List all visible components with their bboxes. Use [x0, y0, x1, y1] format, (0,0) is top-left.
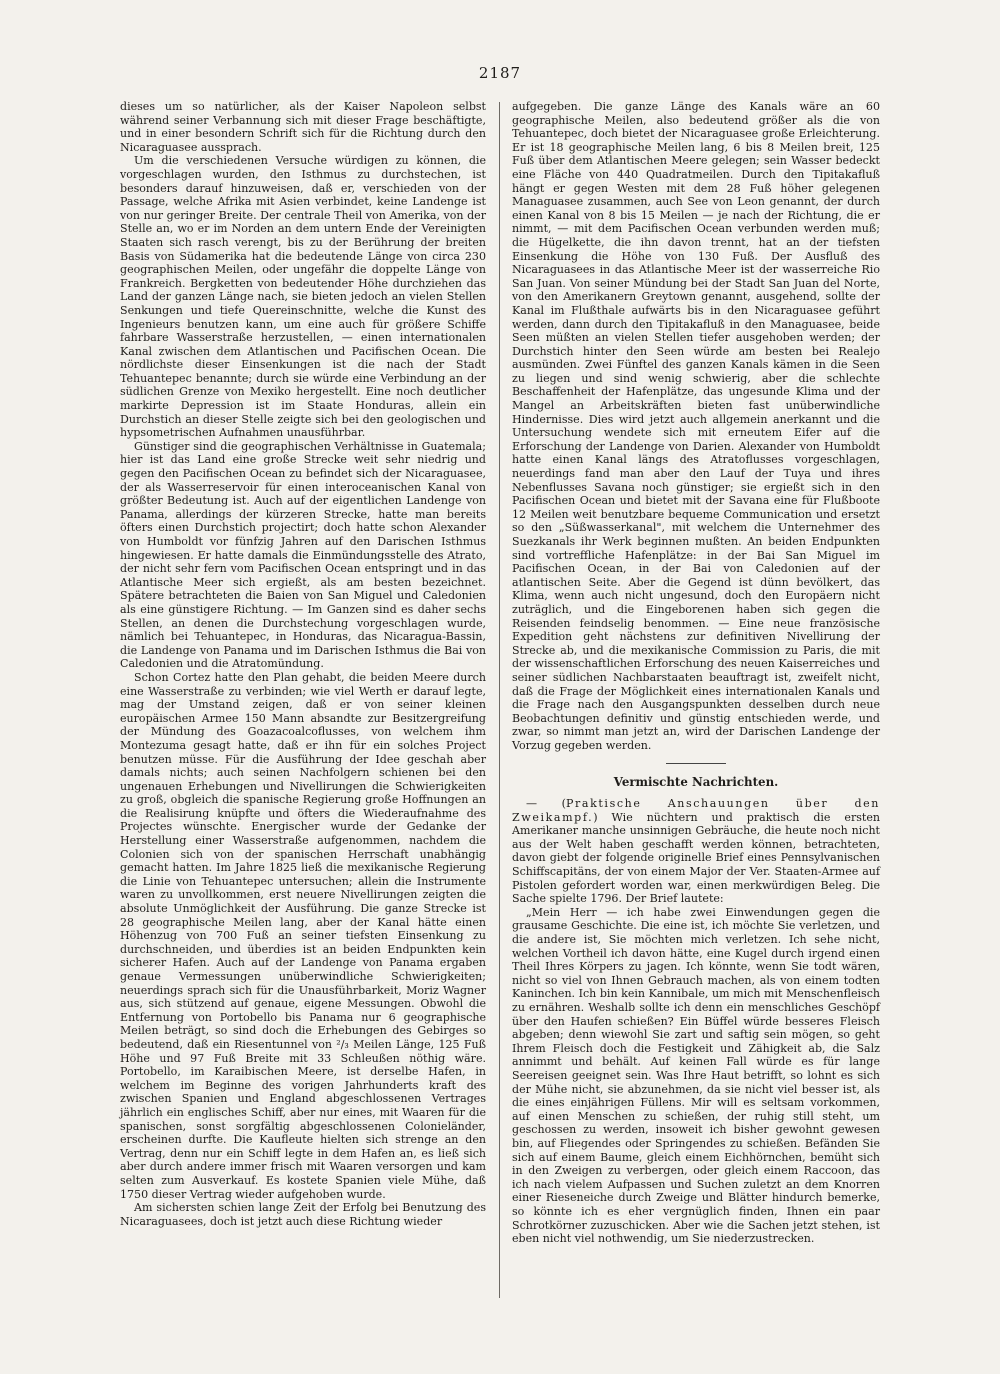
article-intro	[512, 797, 880, 906]
intro-dash: — (	[526, 797, 566, 811]
page-number: 2187	[478, 64, 522, 82]
right-column	[512, 100, 880, 1246]
column-divider	[499, 102, 500, 1298]
paragraph: aufgegeben. Die ganze Länge des Kanals wäre an 60 geographische Meilen, also bedeutend größer als die von Tehuantepec, doch bietet der Nicaraguasee große Erleichterung. Er ist 18 geographische Meilen lang, 6 bis 8 Meilen breit, 125 Fuß über dem Atlantischen Meere gelegen; sein Wasser bedeckt eine Fläche von 440 Quadratmeilen. Durch den Tipitakafluß hängt er gegen Westen mit dem 28 Fuß höher gelegenen Managuasee zusammen, auch See von Leon genannt, der durch einen Kanal von 8 bis 15 Meilen — je nach der Richtung, die er nimmt, — mit dem Pacifischen Ocean verbunden werden muß; die Hügelkette, die ihn davon trennt, hat an der tiefsten Einsenkung die Höhe von 130 Fuß. Der Ausfluß des Nicaraguasees in das Atlantische Meer ist der wasserreiche Rio San Juan. Von seiner Mündung bei der Stadt San Juan del Norte, von den Amerikanern Greytown genannt, ausgehend, sollte der Kanal im Flußthale aufwärts bis in den Nicaraguasee geführt werden, dann durch den Tipitakafluß in den Managuasee, beide Seen müßten an vielen Stellen tiefer ausgehoben werden; der Durchstich hinter den Seen würde am besten bei Realejo ausmünden. Zwei Fünftel des ganzen Kanals kämen in die Seen zu liegen und sind wenig schwierig, aber die schlechte Beschaffenheit der Hafenplätze, das ungesunde Klima und der Mangel an Arbeitskräften bieten fast unüberwindliche Hindernisse. Dies wird jetzt auch allgemein anerkannt und die Untersuchung wendete sich mit erneutem Eifer auf die Erforschung der Landenge von Darien. Alexander von Humboldt hatte einen Kanal längs des Atratoflusses vorgeschlagen, neuerdings fand man aber den Lauf der Tuya und ihres Nebenflusses Savana noch günstiger; sie ergießt sich in den Pacifischen Ocean und bietet mit der Savana eine für Flußboote 12 Meilen weit benutzbare bequeme Communication und ersetzt so den „Süßwasserkanal", mit welchem die Unternehmer des Suezkanals ihr Werk beginnen mußten. An beiden Endpunkten sind vortreffliche Hafenplätze: in der Bai San Miguel im Pacifischen Ocean, in der Bai von Caledonien auf der atlantischen Seite. Aber die Gegend ist dünn bevölkert, das Klima, wenn auch nicht ungesund, doch den Europäern nicht zuträglich, und die Eingeborenen haben sich gegen die Reisenden feindselig benommen. — Eine neue französische Expedition geht nächstens zur definitiven Nivellirung der Strecke ab, und die mexikanische Commission zu Paris, die mit der wissenschaftlichen Erforschung des neuen Kaiserreiches und seiner südlichen Nachbarstaaten beauftragt ist, zweifelt nicht, daß die Frage der Möglichkeit eines internationalen Kanals und die Frage nach den Ausgangspunkten desselben durch neue Beobachtungen definitiv und günstig entschieden werde, und zwar, so nimmt man jetzt an, wird der Darischen Landenge der Vorzug gegeben werden.	[512, 100, 880, 752]
paragraph: Günstiger sind die geographischen Verhältnisse in Guatemala; hier ist das Land eine große Strecke weit sehr niedrig und gegen den Pacifischen Ocean zu befindet sich der Nicaraguasee, der als Wasserreservoir für einen interoceanischen Kanal von größter Bedeutung ist. Auch auf der eigentlichen Landenge von Panama, allerdings der kürzeren Strecke, hatte man bereits öfters einen Durchstich projectirt; doch hatte schon Alexander von Humboldt vor fünfzig Jahren auf den Darischen Isthmus hingewiesen. Er hatte damals die Einmündungsstelle des Atrato, der nicht sehr fern vom Pacifischen Ocean entspringt und in das Atlantische Meer sich ergießt, als am besten bezeichnet. Spätere betrachteten die Baien von San Miguel und Caledonien als eine günstigere Richtung. — Im Ganzen sind es daher sechs Stellen, an denen die Durchstechung vorgeschlagen wurde, nämlich bei Tehuantepec, in Honduras, das Nicaragua-Bassin, die Landenge von Panama und im Darischen Isthmus die Bai von Caledonien und die Atratomündung.	[120, 439, 486, 671]
article-title: Praktische Anschauungen über den Zweikampf.	[512, 797, 881, 824]
paragraph: Schon Cortez hatte den Plan gehabt, die beiden Meere durch eine Wasserstraße zu verbinden; wie viel Werth er darauf legte, mag der Umstand zeigen, daß er von seiner kleinen europäischen Armee 150 Mann absandte zur Besitzergreifung der Mündung des Goazacoalcoflusses, von welchem ihm Montezuma gesagt hatte, daß er ihn für ein solches Project benutzen müsse. Für die Ausführung der Idee geschah aber damals nichts; auch seinen Nachfolgern schienen bei den ungenauen Erhebungen und Nivellirungen die Schwierigkeiten zu groß, obgleich die spanische Regierung große Hoffnungen an die Realisirung knüpfte und öfters die Wiederaufnahme des Projectes wünschte. Energischer wurde der Gedanke der Herstellung einer Wasserstraße aufgenommen, nachdem die Colonien sich von der spanischen Herrschaft unabhängig gemacht hatten. Im Jahre 1825 ließ die mexikanische Regierung die Linie von Tehuantepec untersuchen; allein die Instrumente waren zu unvollkommen, erst neuere Nivellirungen zeigten die absolute Unmöglichkeit der Ausführung. Die ganze Strecke ist 28 geographische Meilen lang, aber der Kanal hätte einen Höhenzug von 700 Fuß an seiner tiefsten Einsenkung zu durchschneiden, und überdies ist an beiden Endpunkten kein sicherer Hafen. Auch auf der Landenge von Panama ergaben genaue Vermessungen unüberwindliche Schwierigkeiten; neuerdings sprach sich für die Unausführbarkeit, Moriz Wagner aus, sich stützend auf genaue, eigene Messungen. Obwohl die Entfernung von Portobello bis Panama nur 6 geographische Meilen beträgt, so sind doch die Erhebungen des Gebirges so bedeutend, daß ein Riesentunnel von ²/₃ Meilen Länge, 125 Fuß Höhe und 97 Fuß Breite mit 33 Schleußen nöthig wäre. Portobello, im Karaibischen Meere, ist derselbe Hafen, in welchem im Beginne des vorigen Jahrhunderts kraft des zwischen Spanien und England abgeschlossenen Vertrages jährlich ein englisches Schiff, aber nur eines, mit Waaren für die spanischen, sonst sorgfältig abgeschlossenen Colonieländer, erscheinen durfte. Die Kaufleute hielten sich strenge an den Vertrag, denn nur ein Schiff legte in dem Hafen an, es ließ sich aber durch andere immer frisch mit Waaren versorgen und kam selten zum Ausverkauf. Es kostete Spanien viele Mühe, daß 1750 dieser Vertrag wieder aufgehoben wurde.	[120, 670, 486, 1201]
section-heading: Vermischte Nachrichten.	[613, 774, 779, 789]
letter-text: „Mein Herr — ich habe zwei Einwendungen gegen die grausame Geschichte. Die eine ist, ich möchte Sie verletzen, und die andere ist, Sie möchten mich verletzen. Ich sehe nicht, welchen Vortheil ich davon hätte, eine Kugel durch irgend einen Theil Ihres Körpers zu jagen. Ich könnte, wenn Sie todt wären, nicht so viel von Ihnen Gebrauch machen, als von einem todten Kaninchen. Ich bin kein Kannibale, um mich mit Menschenfleisch zu ernähren. Weshalb sollte ich denn ein menschliches Geschöpf über den Haufen schießen? Ein Büffel würde besseres Fleisch abgeben; denn wiewohl Sie zart und saftig sein mögen, so geht Ihrem Fleisch doch die Festigkeit und Zähigkeit ab, die Salz annimmt und behält. Auf keinen Fall würde es für lange Seereisen geeignet sein. Was Ihre Haut betrifft, so lohnt es sich der Mühe nicht, sie abzunehmen, da sie nicht viel besser ist, als die eines einjährigen Füllens. Mir will es seltsam vorkommen, auf einen Menschen zu schießen, der ruhig still steht, um geschossen zu werden, insoweit ich bisher gewohnt gewesen bin, auf Fliegendes oder Springendes zu schießen. Befänden Sie sich auf einem Baume, gleich einem Eichhörnchen, bemüht sich in den Zweigen zu verbergen, oder gleich einem Raccoon, das ich nach vielem Aufpassen und Suchen zuletzt an dem Knorren einer Rieseneiche durch Zweige und Blätter hindurch bemerke, so könnte ich es eher vergnüglich finden, Ihnen ein paar Schrotkörner zuzuschicken. Aber wie die Sachen jetzt stehen, ist eben nicht viel nothwendig, um Sie niederzustrecken.	[512, 905, 880, 1246]
intro-text: ) Wie nüchtern und praktisch die ersten Amerikaner manche unsinnigen Gebräuche, die heute noch nicht aus der Welt haben geschafft werden können, betrachteten, davon giebt der folgende originelle Brief eines Pennsylvanischen Schiffscapitäns, der von einem Major der Ver. Staaten-Armee auf Pistolen gefordert worden war, einen merkwürdigen Beleg. Die Sache spielte 1796. Der Brief lautete:	[512, 810, 880, 906]
left-column	[120, 100, 486, 1228]
heading-rule	[666, 763, 726, 764]
paragraph: dieses um so natürlicher, als der Kaiser Napoleon selbst während seiner Verbannung sich mit dieser Frage beschäftigte, und in einer besondern Schrift sich für die Richtung durch den Nicaraguasee aussprach.	[120, 100, 486, 154]
paragraph: Um die verschiedenen Versuche würdigen zu können, die vorgeschlagen wurden, den Isthmus zu durchstechen, ist besonders darauf hinzuweisen, daß er, verschieden von der Passage, welche Afrika mit Asien verbindet, keine Landenge ist von nur geringer Breite. Der centrale Theil von Amerika, von der Stelle an, wo er im Norden an dem untern Ende der Vereinigten Staaten sich rasch verengt, bis zu der Berührung der breiten Basis von Südamerika hat die bedeutende Länge von circa 230 geographischen Meilen, oder ungefähr die doppelte Länge von Frankreich. Bergketten von bedeutender Höhe durchziehen das Land der ganzen Länge nach, sie bieten jedoch an vielen Stellen Senkungen und tiefe Quereinschnitte, welche die Kunst des Ingenieurs benutzen kann, um eine auch für größere Schiffe fahrbare Wasserstraße herzustellen, — einen internationalen Kanal zwischen dem Atlantischen und Pacifischen Ocean. Die nördlichste dieser Einsenkungen ist die nach der Stadt Tehuantepec benannte; durch sie würde eine Verbindung an der südlichen Grenze von Mexiko hergestellt. Eine noch deutlicher markirte Depression ist im Staate Honduras, allein ein Durchstich an dieser Stelle zeigte sich bei den geologischen und hypsometrischen Aufnahmen unausführbar.	[120, 154, 486, 440]
paragraph: Am sichersten schien lange Zeit der Erfolg bei Benutzung des Nicaraguasees, doch ist jetzt auch diese Richtung wieder	[120, 1201, 486, 1228]
